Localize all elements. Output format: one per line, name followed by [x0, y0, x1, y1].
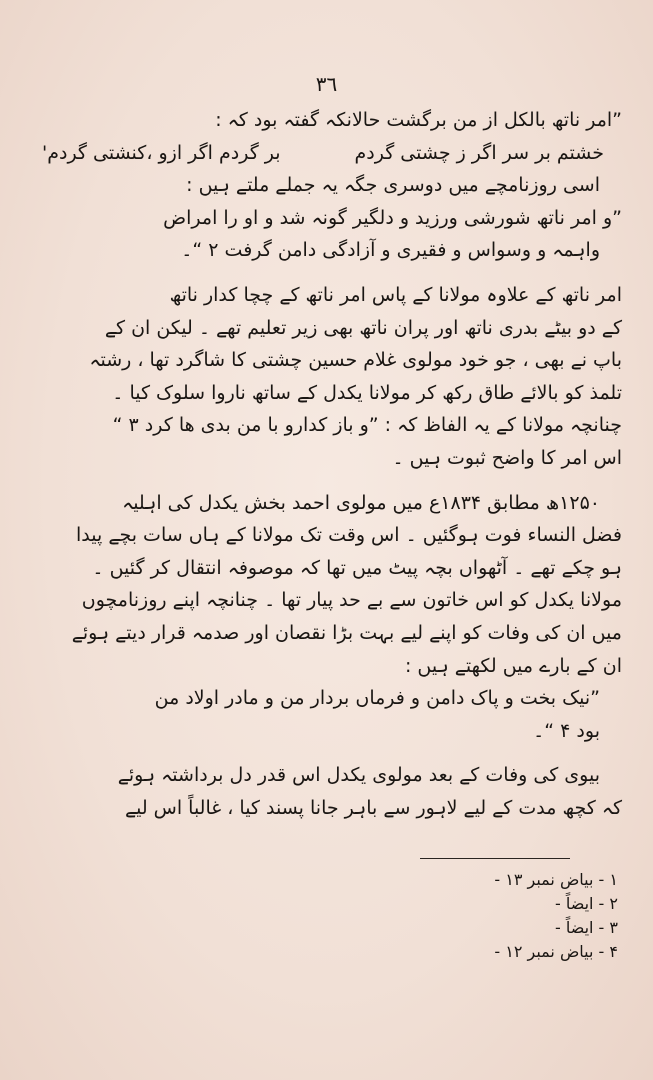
footnote-2: ۲ - ایضاً -: [554, 894, 618, 913]
quote-line-1: ”و امر ناتھ شورشی ورزید و دلگیر گونہ شد و او را امراض: [163, 206, 622, 229]
paragraph-2-line-3: ہو چکے تھے ۔ آٹھواں بچہ پیٹ میں تھا کہ موصوفہ انتقال کر گئیں ۔: [92, 556, 622, 579]
footnote-4: ۴ - بیاض نمبر ۱۲ -: [494, 942, 618, 961]
quote-2-line-1: ”نیک بخت و پاک دامن و فرماں بردار من و مادر اولاد من: [154, 687, 600, 710]
paragraph-1-line-4: تلمذ کو بالائے طاق رکھ کر مولانا یکدل کے ساتھ ناروا سلوک کیا ۔: [112, 381, 622, 404]
paragraph-2-line-5: میں ان کی وفات کو اپنے لیے بہت بڑا نقصان اور صدمہ قرار دیتے ہوئے: [71, 621, 622, 644]
intro-line: ”امر ناتھ بالکل از من برگشت حالانکہ گفتہ بود کہ :: [215, 109, 622, 131]
page-number: ٣٦: [315, 72, 338, 96]
quote-line-2: واہمہ و وسواس و فقیری و آزادگی دامن گرفت ۲ “۔: [181, 239, 600, 262]
verse-left-hemistich: بر گردم اگر ازو ،کنشتی گردم': [42, 141, 281, 164]
paragraph-2-line-6: ان کے بارے میں لکھتے ہیں :: [404, 654, 622, 677]
body-text: [34, 104, 622, 824]
paragraph-1-line-2: کے دو بیٹے بدری ناتھ اور پران ناتھ بھی زیر تعلیم تھے ۔ لیکن ان کے: [104, 316, 622, 339]
persian-verse: [34, 137, 622, 170]
footnote-divider: [420, 858, 570, 859]
paragraph-1-line-6: اس امر کا واضح ثبوت ہیں ۔: [392, 446, 622, 469]
verse-right-hemistich: خشتم بر سر اگر ز چشتی گردم: [354, 141, 604, 164]
paragraph-1-line-1: امر ناتھ کے علاوہ مولانا کے پاس امر ناتھ کے چچا کدار ناتھ: [169, 283, 622, 306]
footnote-1: ۱ - بیاض نمبر ۱۳ -: [494, 870, 618, 889]
paragraph-3-line-2: کہ کچھ مدت کے لیے لاہور سے باہر جانا پسند کیا ، غالباً اس لیے: [124, 796, 622, 819]
paragraph-1-line-5: چنانچہ مولانا کے یہ الفاظ کہ : ”و باز کدارو با من بدی ھا کرد ۳ “: [112, 414, 622, 437]
footnotes: [330, 868, 630, 964]
paragraph-1-line-3: باپ نے بھی ، جو خود مولوی غلام حسین چشتی کا شاگرد تھا ، رشتہ: [89, 349, 622, 372]
paragraph-2-line-4: مولانا یکدل کو اس خاتون سے بے حد پیار تھا ۔ چنانچہ اپنے روزنامچوں: [81, 589, 622, 612]
footnote-3: ۳ - ایضاً -: [554, 918, 618, 937]
paragraph-2-line-1: ۱۲۵۰ھ مطابق ۱۸۳۴ع میں مولوی احمد بخش یکدل کی اہلیہ: [122, 491, 600, 514]
paragraph-2-line-2: فضل النساء فوت ہوگئیں ۔ اس وقت تک مولانا کے ہاں سات بچے پیدا: [76, 524, 622, 547]
diary-line: اسی روزنامچے میں دوسری جگہ یہ جملے ملتے ہیں :: [186, 174, 600, 197]
quote-2-line-2: بود ۴ “۔: [533, 719, 600, 742]
paragraph-3-line-1: بیوی کی وفات کے بعد مولوی یکدل اس قدر دل برداشتہ ہوئے: [117, 764, 600, 787]
